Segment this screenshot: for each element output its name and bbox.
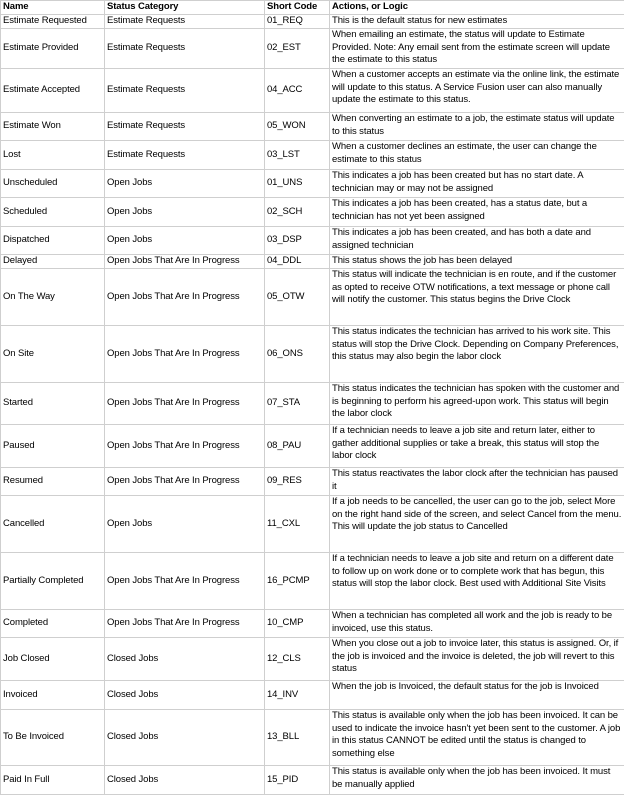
cell-status-category: Estimate Requests — [105, 69, 265, 113]
cell-short-code: 07_STA — [265, 383, 330, 425]
cell-short-code: 05_OTW — [265, 269, 330, 326]
cell-actions-logic: This indicates a job has been created, has a status date, but a technician has not yet been assigned — [330, 198, 624, 227]
table-row — [1, 496, 624, 553]
cell-status-category: Open Jobs — [105, 170, 265, 198]
cell-name: Job Closed — [1, 638, 105, 681]
cell-actions-logic: This is the default status for new estimates — [330, 15, 624, 29]
cell-short-code: 01_UNS — [265, 170, 330, 198]
table-row — [1, 269, 624, 326]
cell-status-category: Open Jobs That Are In Progress — [105, 383, 265, 425]
cell-name: Estimate Accepted — [1, 69, 105, 113]
cell-actions-logic: This status shows the job has been delayed — [330, 255, 624, 269]
cell-status-category: Open Jobs That Are In Progress — [105, 468, 265, 496]
table-row — [1, 113, 624, 141]
cell-actions-logic: When emailing an estimate, the status will update to Estimate Provided. Note: Any email sent from the estimate screen will update the estimate to this status — [330, 29, 624, 69]
cell-actions-logic: This status indicates the technician has arrived to his work site. This status will stop the Drive Clock. Depending on Company Preferences, this status may also begin the labor clock — [330, 326, 624, 383]
cell-name: Delayed — [1, 255, 105, 269]
cell-name: Paid In Full — [1, 766, 105, 795]
table-row — [1, 170, 624, 198]
cell-status-category: Estimate Requests — [105, 141, 265, 170]
cell-name: On Site — [1, 326, 105, 383]
cell-actions-logic: This status is available only when the job has been invoiced. It must be manually applied — [330, 766, 624, 795]
cell-name: Paused — [1, 425, 105, 468]
cell-short-code: 13_BLL — [265, 710, 330, 766]
table-row — [1, 681, 624, 710]
header-short-code: Short Code — [265, 1, 330, 15]
cell-status-category: Open Jobs That Are In Progress — [105, 610, 265, 638]
cell-short-code: 03_DSP — [265, 227, 330, 255]
cell-actions-logic: This status indicates the technician has spoken with the customer and is beginning to perform his agreed-upon work. This status will begin the labor clock — [330, 383, 624, 425]
header-row — [1, 1, 624, 15]
cell-actions-logic: If a technician needs to leave a job site and return later, either to gather additional supplies or take a break, this status will stop the labor clock — [330, 425, 624, 468]
cell-status-category: Open Jobs That Are In Progress — [105, 553, 265, 610]
cell-name: Dispatched — [1, 227, 105, 255]
cell-actions-logic: When converting an estimate to a job, the estimate status will update to this status — [330, 113, 624, 141]
cell-actions-logic: When you close out a job to invoice later, this status is assigned. Or, if the job is invoiced and the invoice is deleted, the job will revert to this status — [330, 638, 624, 681]
cell-name: Unscheduled — [1, 170, 105, 198]
cell-short-code: 16_PCMP — [265, 553, 330, 610]
table-row — [1, 638, 624, 681]
cell-actions-logic: This indicates a job has been created but has no start date. A technician may or may not be assigned — [330, 170, 624, 198]
cell-actions-logic: If a job needs to be cancelled, the user can go to the job, select More on the right hand side of the screen, and select Cancel from the menu. This will update the job status to Cancelled — [330, 496, 624, 553]
cell-name: Partially Completed — [1, 553, 105, 610]
cell-name: Lost — [1, 141, 105, 170]
cell-name: To Be Invoiced — [1, 710, 105, 766]
cell-name: Scheduled — [1, 198, 105, 227]
header-name: Name — [1, 1, 105, 15]
cell-actions-logic: This status is available only when the job has been invoiced. It can be used to indicate the invoice hasn't yet been sent to the customer. A job in this status CANNOT be edited until the status is changed to something else — [330, 710, 624, 766]
table-row — [1, 326, 624, 383]
table-row — [1, 468, 624, 496]
table-row — [1, 610, 624, 638]
cell-short-code: 12_CLS — [265, 638, 330, 681]
cell-status-category: Open Jobs — [105, 198, 265, 227]
cell-name: Estimate Provided — [1, 29, 105, 69]
table-row — [1, 553, 624, 610]
cell-actions-logic: If a technician needs to leave a job site and return on a different date to follow up on work done or to complete work that has begun, this status will stop the labor clock. Best used with Additional Site Visits — [330, 553, 624, 610]
cell-status-category: Open Jobs That Are In Progress — [105, 255, 265, 269]
cell-actions-logic: This status reactivates the labor clock after the technician has paused it — [330, 468, 624, 496]
cell-status-category: Closed Jobs — [105, 638, 265, 681]
cell-name: Cancelled — [1, 496, 105, 553]
cell-short-code: 11_CXL — [265, 496, 330, 553]
cell-short-code: 08_PAU — [265, 425, 330, 468]
cell-name: Estimate Requested — [1, 15, 105, 29]
table-row — [1, 29, 624, 69]
cell-short-code: 04_ACC — [265, 69, 330, 113]
cell-status-category: Open Jobs That Are In Progress — [105, 269, 265, 326]
cell-short-code: 01_REQ — [265, 15, 330, 29]
header-status-category: Status Category — [105, 1, 265, 15]
table-row — [1, 766, 624, 795]
cell-status-category: Closed Jobs — [105, 710, 265, 766]
table-row — [1, 69, 624, 113]
cell-short-code: 09_RES — [265, 468, 330, 496]
cell-name: Invoiced — [1, 681, 105, 710]
cell-short-code: 03_LST — [265, 141, 330, 170]
cell-actions-logic: When the job is Invoiced, the default status for the job is Invoiced — [330, 681, 624, 710]
cell-short-code: 15_PID — [265, 766, 330, 795]
cell-actions-logic: When a customer declines an estimate, the user can change the estimate to this status — [330, 141, 624, 170]
cell-status-category: Open Jobs — [105, 496, 265, 553]
table-row — [1, 15, 624, 29]
cell-name: On The Way — [1, 269, 105, 326]
cell-name: Resumed — [1, 468, 105, 496]
cell-status-category: Closed Jobs — [105, 681, 265, 710]
cell-name: Estimate Won — [1, 113, 105, 141]
table-row — [1, 710, 624, 766]
cell-status-category: Open Jobs That Are In Progress — [105, 326, 265, 383]
cell-status-category: Estimate Requests — [105, 15, 265, 29]
cell-status-category: Estimate Requests — [105, 113, 265, 141]
cell-short-code: 06_ONS — [265, 326, 330, 383]
cell-actions-logic: When a customer accepts an estimate via the online link, the estimate will update to this status. A Service Fusion user can also manually update the estimate to this status. — [330, 69, 624, 113]
table-row — [1, 425, 624, 468]
cell-name: Completed — [1, 610, 105, 638]
table-row — [1, 141, 624, 170]
cell-name: Started — [1, 383, 105, 425]
table-row — [1, 383, 624, 425]
table-row — [1, 227, 624, 255]
cell-status-category: Closed Jobs — [105, 766, 265, 795]
cell-status-category: Open Jobs — [105, 227, 265, 255]
cell-short-code: 02_SCH — [265, 198, 330, 227]
table-row — [1, 198, 624, 227]
cell-short-code: 04_DDL — [265, 255, 330, 269]
cell-short-code: 02_EST — [265, 29, 330, 69]
cell-short-code: 05_WON — [265, 113, 330, 141]
cell-status-category: Estimate Requests — [105, 29, 265, 69]
cell-short-code: 10_CMP — [265, 610, 330, 638]
header-actions-logic: Actions, or Logic — [330, 1, 624, 15]
table-row — [1, 255, 624, 269]
cell-short-code: 14_INV — [265, 681, 330, 710]
cell-status-category: Open Jobs That Are In Progress — [105, 425, 265, 468]
cell-actions-logic: When a technician has completed all work and the job is ready to be invoiced, use this status. — [330, 610, 624, 638]
cell-actions-logic: This indicates a job has been created, and has both a date and assigned technician — [330, 227, 624, 255]
cell-actions-logic: This status will indicate the technician is en route, and if the customer as opted to receive OTW notifications, a text message or phone call will notify the customer. This status begins the Drive Clock — [330, 269, 624, 326]
